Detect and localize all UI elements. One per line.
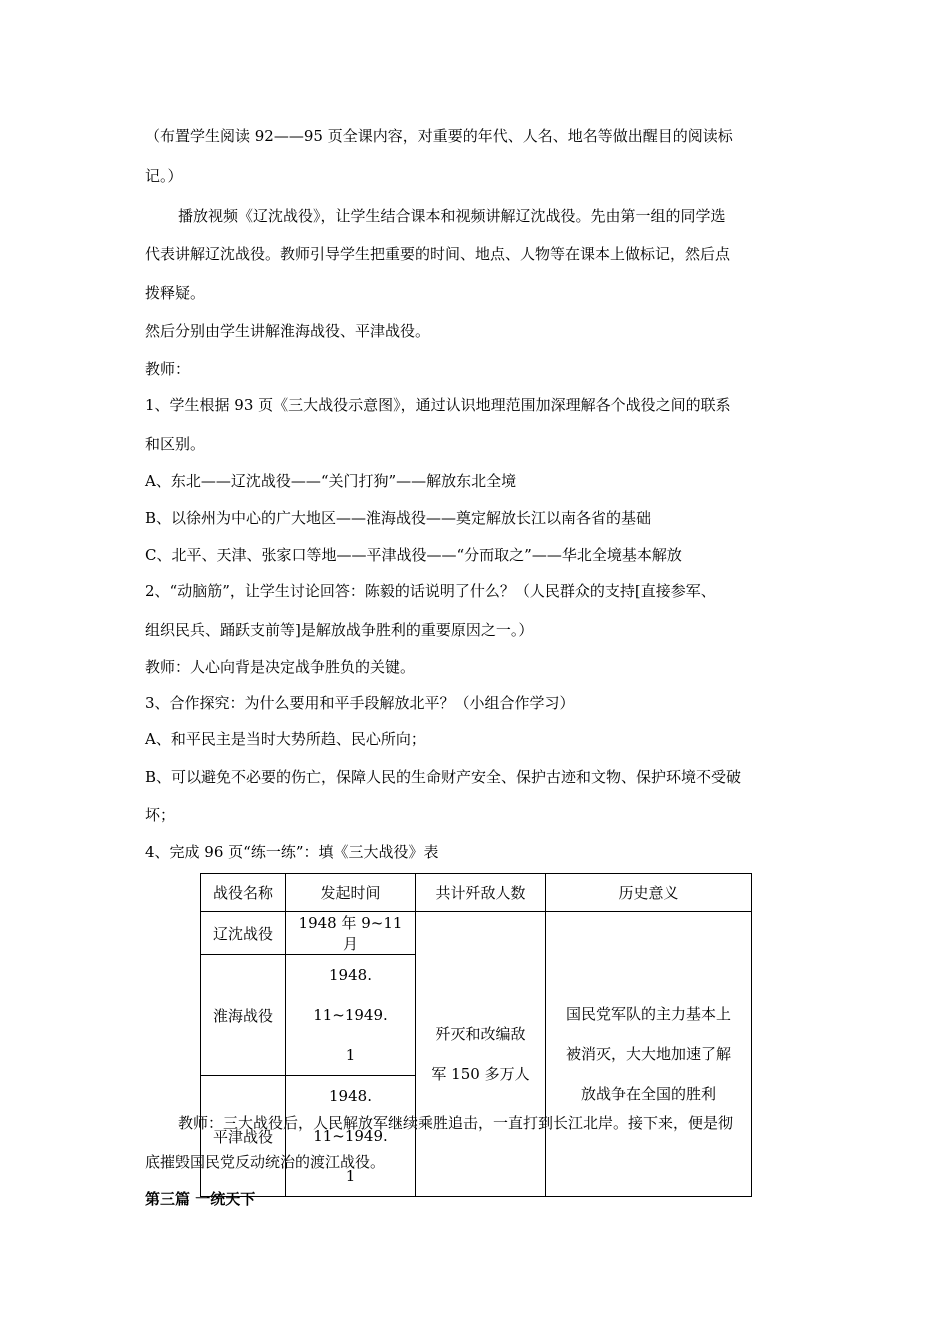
paragraph-line: 3、合作探究：为什么要用和平手段解放北平？（小组合作学习） [145, 694, 575, 712]
significance-line: 国民党军队的主力基本上 [565, 1005, 731, 1023]
paragraph-line: 拨释疑。 [145, 284, 206, 302]
battle-time-line: 1948. 11~1949. [313, 966, 388, 1024]
header-enemy-count: 共计歼敌人数 [416, 874, 546, 912]
header-start-time: 发起时间 [286, 874, 416, 912]
paragraph-line: 1、学生根据 93 页《三大战役示意图》，通过认识地理范围加深理解各个战役之间的联系 [145, 396, 731, 414]
battle-name: 淮海战役 [201, 955, 286, 1076]
enemy-count-line: 歼灭和改编敌 [435, 1025, 526, 1043]
paragraph-line: 和区别。 [145, 435, 206, 453]
battles-table [200, 873, 752, 1197]
paragraph-line: 然后分别由学生讲解淮海战役、平津战役。 [145, 322, 431, 340]
battle-time [286, 912, 416, 955]
paragraph-line: 代表讲解辽沈战役。教师引导学生把重要的时间、地点、人物等在课本上做标记，然后点 [145, 245, 731, 263]
paragraph-line: 教师： [145, 360, 191, 378]
battle-name: 平津战役 [201, 1076, 286, 1197]
battle-time-line: 1 [345, 1167, 356, 1185]
battle-time [286, 1076, 416, 1197]
closing-line: 底摧毁国民党反动统治的渡江战役。 [145, 1153, 386, 1171]
battle-time [286, 955, 416, 1076]
paragraph-line: 播放视频《辽沈战役》，让学生结合课本和视频讲解辽沈战役。先由第一组的同学选 [178, 207, 726, 225]
battle-time-line: 1948. 11~1949. [313, 1087, 388, 1145]
paragraph-line: 记。） [145, 167, 183, 185]
section-heading: 第三篇 一统天下 [145, 1190, 256, 1208]
significance-line: 被消灭，大大地加速了解 [565, 1045, 731, 1063]
battle-time-line: 1948 年 9~11 月 [298, 914, 403, 953]
paragraph-line: 2、“动脑筋”，让学生讨论回答：陈毅的话说明了什么？（人民群众的支持[直接参军、 [145, 582, 716, 600]
paragraph-line: C、北平、天津、张家口等地——平津战役——“分而取之”——华北全境基本解放 [145, 546, 682, 564]
closing-line: 教师：三大战役后，人民解放军继续乘胜追击，一直打到长江北岸。接下来，便是彻 [178, 1114, 734, 1132]
table-header-row [201, 874, 752, 912]
battle-name: 辽沈战役 [201, 912, 286, 955]
header-battle-name: 战役名称 [201, 874, 286, 912]
table-row [201, 912, 752, 955]
battle-time-line: 1 [345, 1046, 356, 1064]
paragraph-line: 坏； [145, 806, 176, 824]
paragraph-line: 4、完成 96 页“练一练”：填《三大战役》表 [145, 843, 439, 861]
paragraph-line: 教师：人心向背是决定战争胜负的关键。 [145, 658, 416, 676]
paragraph-line: A、东北——辽沈战役——“关门打狗”——解放东北全境 [145, 472, 517, 490]
header-significance: 历史意义 [546, 874, 752, 912]
paragraph-line: 组织民兵、踊跃支前等]是解放战争胜利的重要原因之一。） [145, 621, 534, 639]
paragraph-line: B、可以避免不必要的伤亡，保障人民的生命财产安全、保护古迹和文物、保护环境不受破 [145, 768, 742, 786]
paragraph-line: （布置学生阅读 92——95 页全课内容，对重要的年代、人名、地名等做出醒目的阅读标 [145, 127, 733, 145]
paragraph-line: A、和平民主是当时大势所趋、民心所向； [145, 730, 426, 748]
enemy-count-line: 军 150 多万人 [431, 1065, 530, 1083]
paragraph-line: B、以徐州为中心的广大地区——淮海战役——奠定解放长江以南各省的基础 [145, 509, 652, 527]
significance-line: 放战争在全国的胜利 [580, 1085, 716, 1103]
